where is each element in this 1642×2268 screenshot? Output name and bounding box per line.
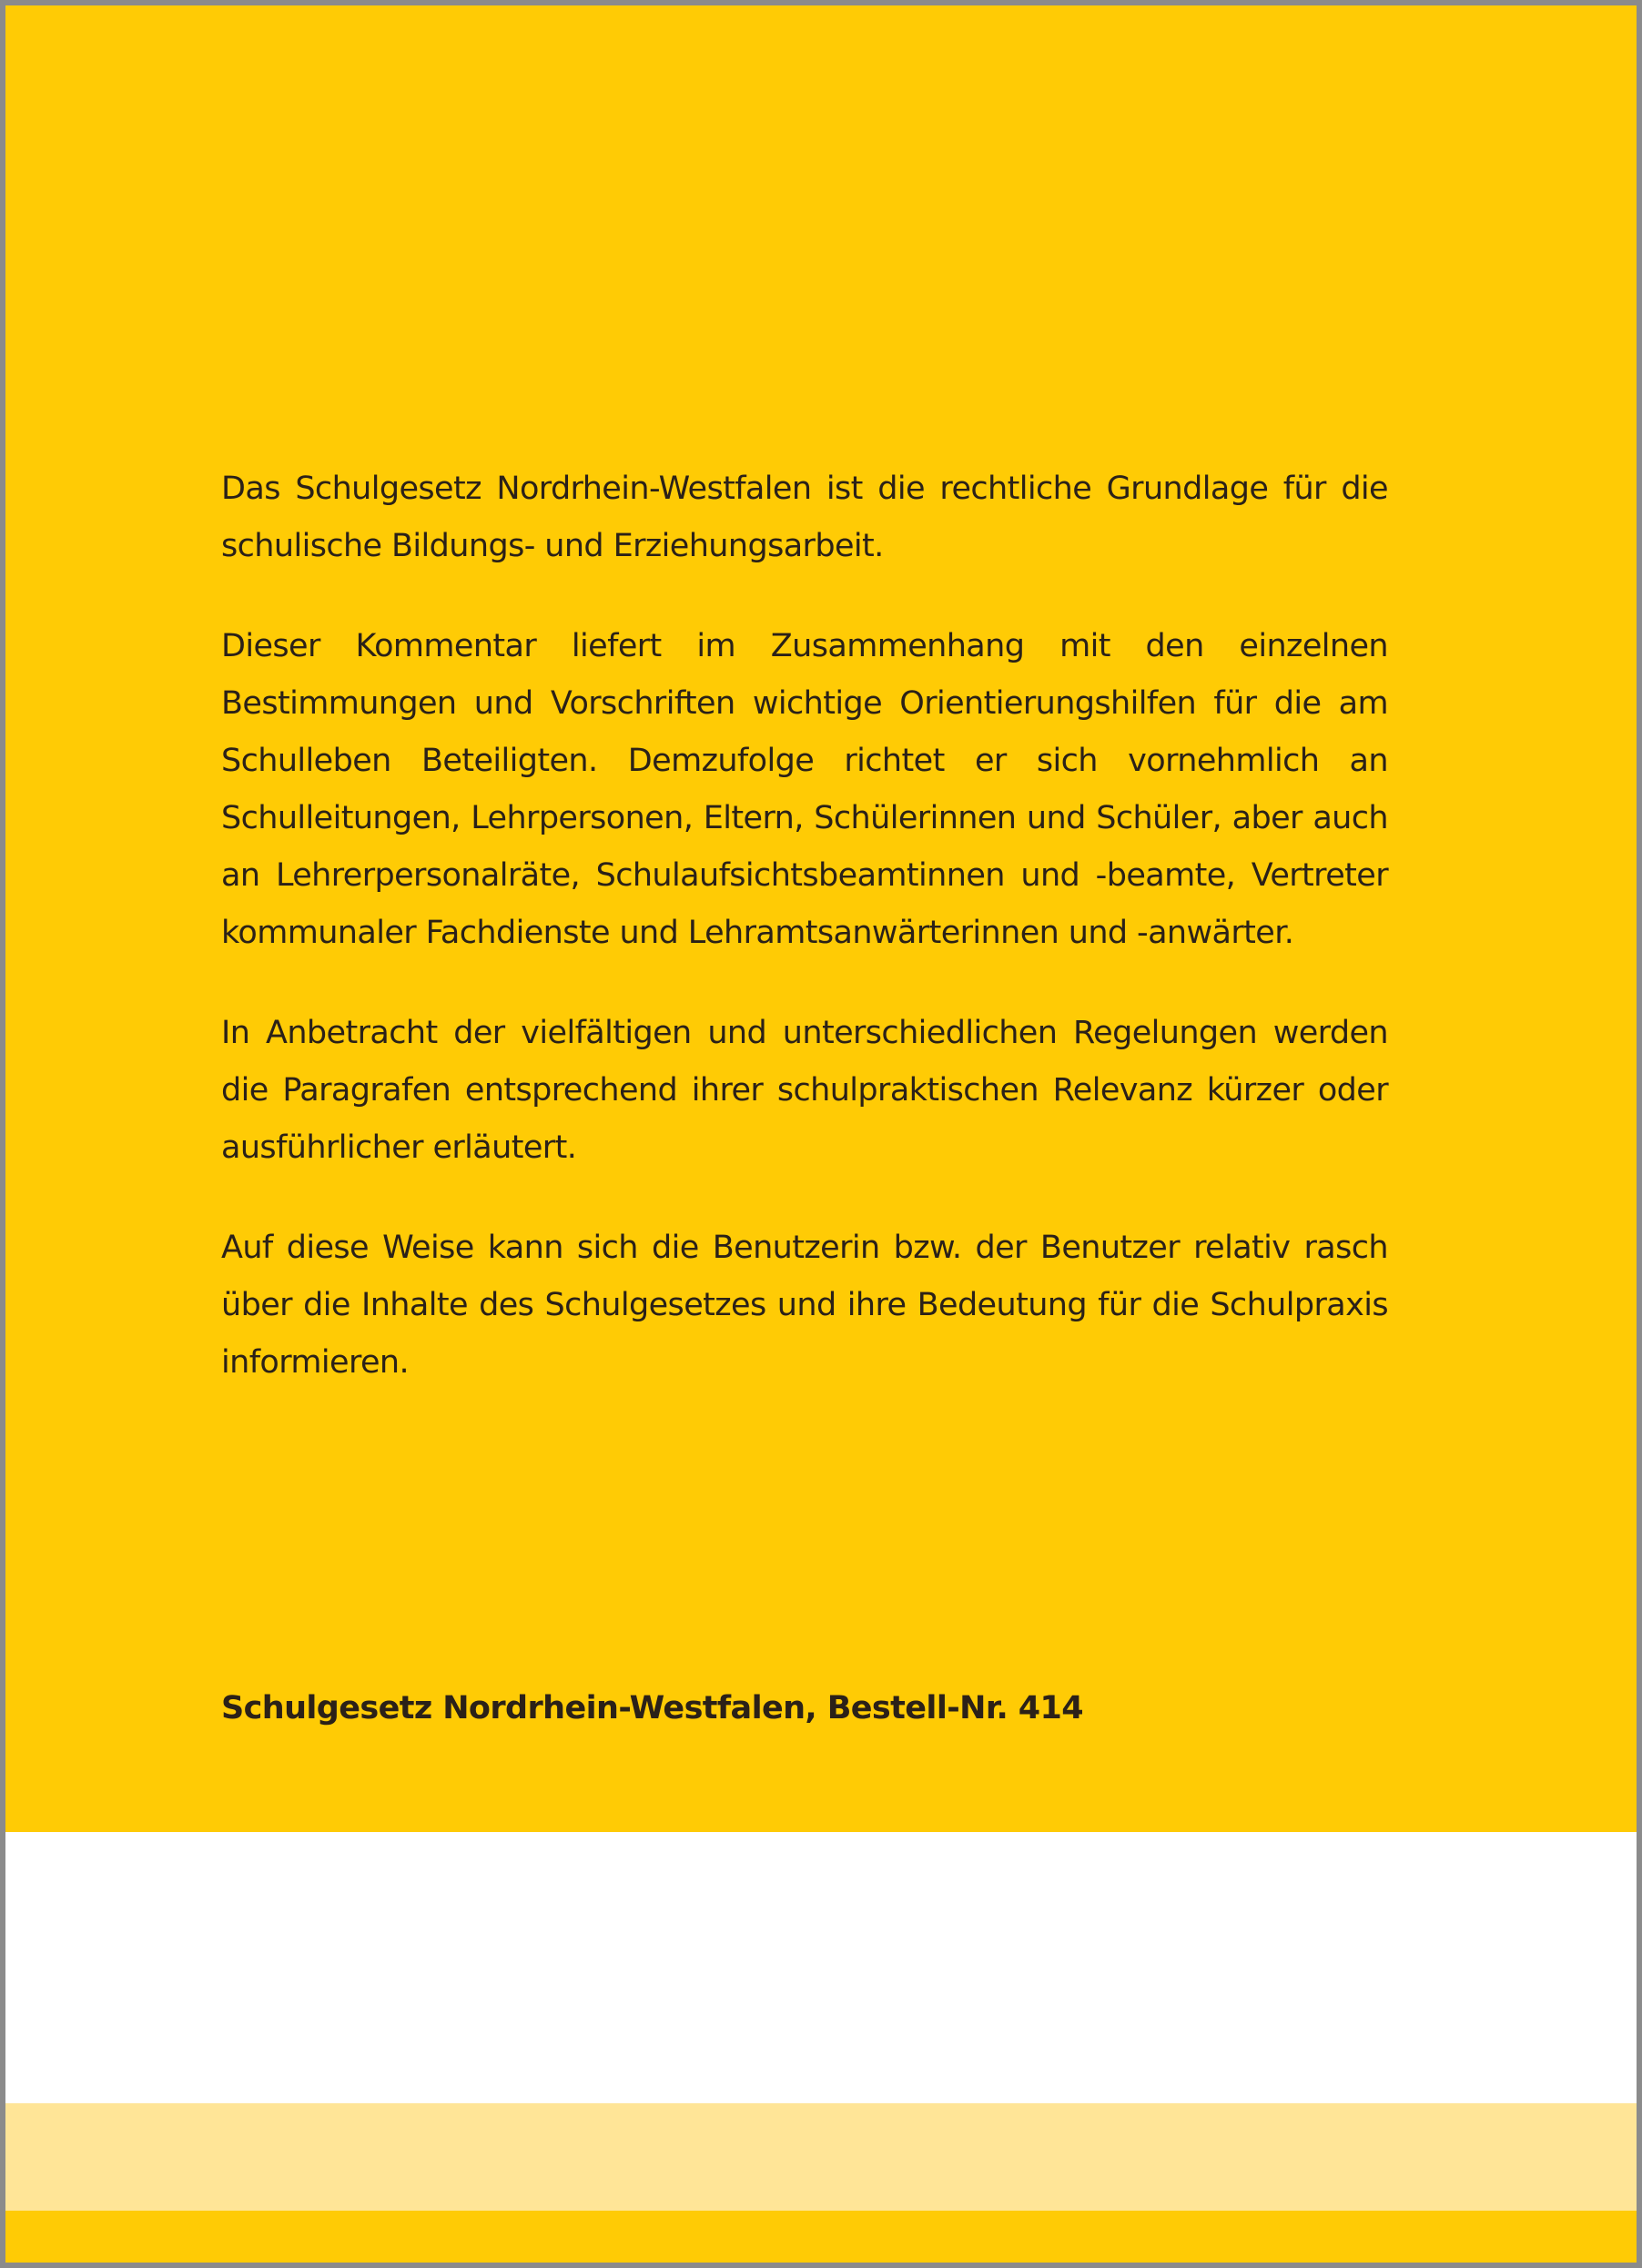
blurb-paragraph-4: Auf diese Weise kann sich die Benutzerin bzw. der Benutzer relativ rasch über die Inhalte des Schulgesetzes und ihre Bedeutung für die Schulpraxis informieren. xyxy=(221,1230,1388,1381)
cover-blurb xyxy=(221,461,1388,1434)
blurb-paragraph-2: Dieser Kommentar liefert im Zusammenhang mit den einzelnen Bestimmungen und Vorschriften wichtige Orientierungshilfen für die am Schulleben Beteiligten. Demzufolge richtet er sich vornehmlich an Schulleitungen, Lehrpersonen, Eltern, Schülerinnen und Schüler, aber auch an Lehrerpersonalräte, Schulaufsichtsbeamtinnen und -beamte, Vertreter kommunaler Fachdienste und Lehramtsanwärterinnen und -anwärter. xyxy=(221,628,1388,951)
bottom-yellow-band xyxy=(5,2211,1637,2268)
yellow-panel xyxy=(5,5,1637,1832)
pale-yellow-band xyxy=(5,2103,1637,2211)
white-band xyxy=(5,1832,1637,2103)
order-number-line: Schulgesetz Nordrhein-Westfalen, Bestell-Nr. 414 xyxy=(221,1690,1084,1726)
blurb-paragraph-3: In Anbetracht der vielfältigen und unterschiedlichen Regelungen werden die Paragrafen entsprechend ihrer schulpraktischen Relevanz kürzer oder ausführlicher erläutert. xyxy=(221,1015,1388,1166)
blurb-paragraph-1: Das Schulgesetz Nordrhein-Westfalen ist die rechtliche Grundlage für die schulische Bildungs- und Erziehungsarbeit. xyxy=(221,471,1388,564)
